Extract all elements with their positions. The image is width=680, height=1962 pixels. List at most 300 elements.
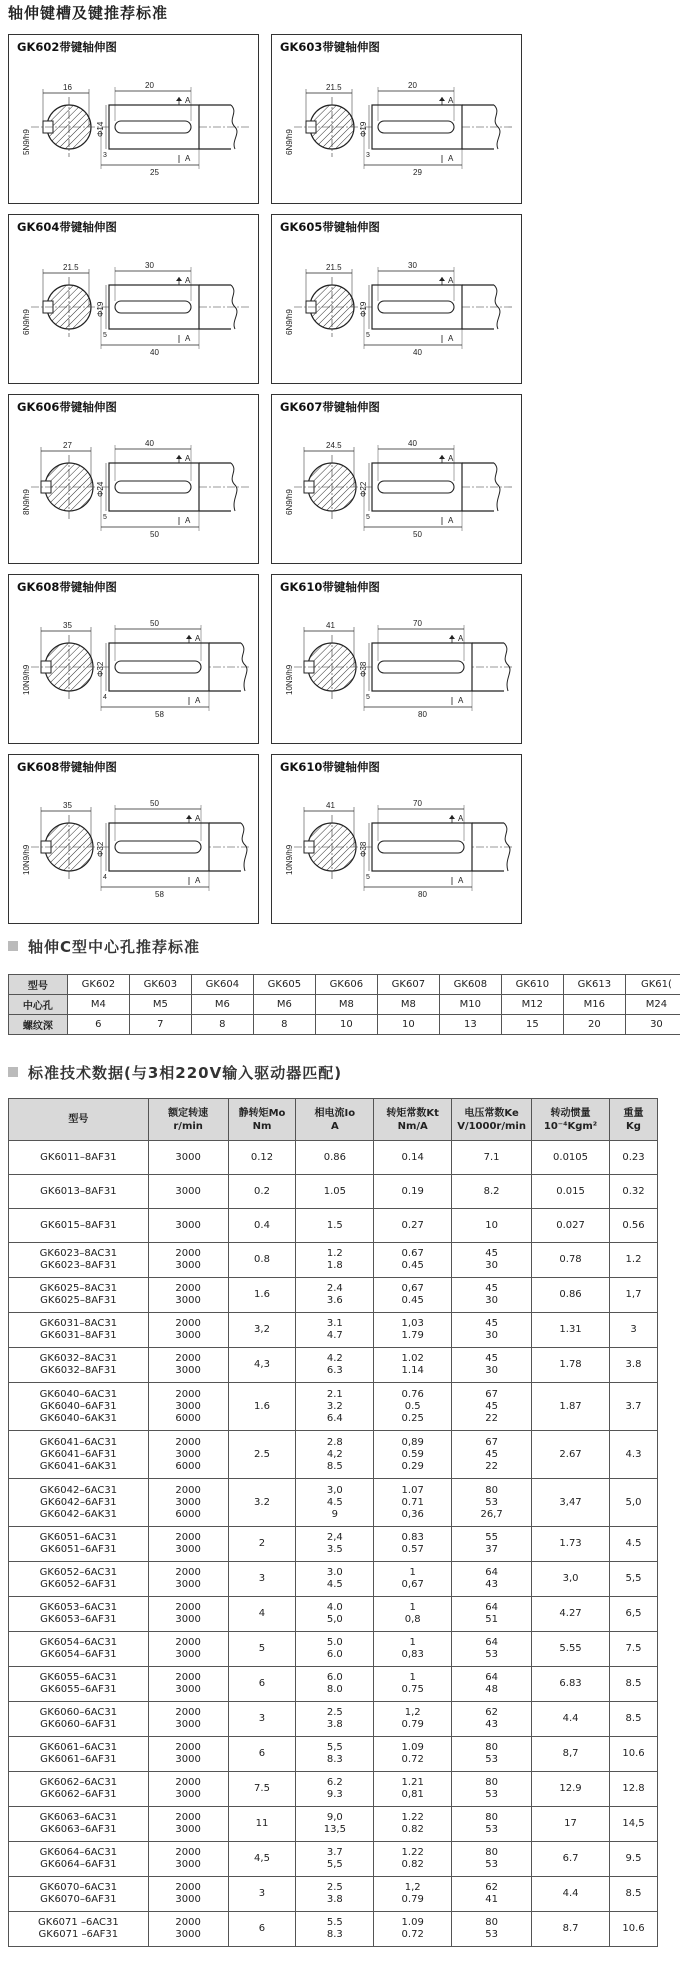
model-cell: GK6042–6AC31 GK6042–6AF31 GK6042–6AK31 xyxy=(9,1479,149,1527)
weight-cell: 9.5 xyxy=(610,1842,658,1877)
section-label: A xyxy=(195,634,201,643)
inertia-cell: 0.0105 xyxy=(532,1141,610,1175)
dimension-label: 40 xyxy=(145,439,154,448)
inertia-cell: 0.78 xyxy=(532,1243,610,1278)
torque-cell: 0.8 xyxy=(228,1243,296,1278)
torque-cell: 1.6 xyxy=(228,1278,296,1313)
keyway-slot xyxy=(378,481,454,493)
inertia-cell: 1.78 xyxy=(532,1348,610,1383)
weight-cell: 7.5 xyxy=(610,1632,658,1667)
current-cell: 2.4 3.6 xyxy=(296,1278,374,1313)
diameter-label: Φ19 xyxy=(359,301,368,317)
dimension-label: 30 xyxy=(145,261,154,270)
card-title: GK606带键轴伸图 xyxy=(17,400,117,414)
weight-cell: 0.23 xyxy=(610,1141,658,1175)
dimension-label: 21.5 xyxy=(63,263,79,272)
column-header: 重量 Kg xyxy=(610,1099,658,1141)
shaft-drawing-card xyxy=(271,754,522,924)
table-row xyxy=(9,1431,658,1479)
column-header: 电压常数Ke V/1000r/min xyxy=(452,1099,532,1141)
inertia-cell: 4.27 xyxy=(532,1597,610,1632)
card-title: GK610带键轴伸图 xyxy=(280,760,380,774)
shaft-drawing-card xyxy=(8,574,259,744)
model-cell: GK6061–6AC31 GK6061–6AF31 xyxy=(9,1737,149,1772)
spec-table xyxy=(8,1098,658,1947)
dimension-label: 4 xyxy=(103,694,107,701)
current-cell: 1.5 xyxy=(296,1209,374,1243)
torque-constant-cell: 1 0.75 xyxy=(374,1667,452,1702)
weight-cell: 14,5 xyxy=(610,1807,658,1842)
weight-cell: 5,5 xyxy=(610,1562,658,1597)
column-header: 静转矩Mo Nm xyxy=(228,1099,296,1141)
model-cell: GK6025–8AC31 GK6025–8AF31 xyxy=(9,1278,149,1313)
table-cell: GK607 xyxy=(377,975,439,995)
model-cell: GK6064–6AC31 GK6064–6AF31 xyxy=(9,1842,149,1877)
table-row xyxy=(9,1527,658,1562)
table-row xyxy=(9,1015,680,1035)
key-fit-label: 5N9/h9 xyxy=(22,129,31,155)
weight-cell: 4.5 xyxy=(610,1527,658,1562)
torque-cell: 6 xyxy=(228,1912,296,1947)
keyway-slot xyxy=(378,121,454,133)
table-cell: GK610 xyxy=(501,975,563,995)
torque-constant-cell: 1,2 0.79 xyxy=(374,1877,452,1912)
keyway-slot xyxy=(378,841,464,853)
dimension-label: 21.5 xyxy=(326,83,342,92)
dimension-label: 3 xyxy=(103,152,107,159)
model-cell: GK6011–8AF31 xyxy=(9,1141,149,1175)
key-fit-label: 10N9/h9 xyxy=(285,664,294,695)
voltage-constant-cell: 80 53 xyxy=(452,1772,532,1807)
table-row xyxy=(9,1737,658,1772)
table-row xyxy=(9,995,680,1015)
shaft-drawing xyxy=(272,395,523,565)
column-header: 相电流Io A xyxy=(296,1099,374,1141)
table-row xyxy=(9,1562,658,1597)
table-cell: 8 xyxy=(253,1015,315,1035)
table-cell: M6 xyxy=(191,995,253,1015)
table-row xyxy=(9,1141,658,1175)
current-cell: 2.8 4,2 8.5 xyxy=(296,1431,374,1479)
speed-cell: 2000 3000 xyxy=(148,1243,228,1278)
column-header: 型号 xyxy=(9,1099,149,1141)
dimension-label: 40 xyxy=(150,348,159,357)
section-arrow-icon xyxy=(449,635,455,639)
section-label: A xyxy=(185,454,191,463)
current-cell: 5.0 6.0 xyxy=(296,1632,374,1667)
voltage-constant-cell: 45 30 xyxy=(452,1313,532,1348)
current-cell: 1.2 1.8 xyxy=(296,1243,374,1278)
voltage-constant-cell: 64 51 xyxy=(452,1597,532,1632)
shaft-drawing xyxy=(9,215,260,385)
section-label: A xyxy=(458,634,464,643)
current-cell: 6.2 9.3 xyxy=(296,1772,374,1807)
dimension-label: 70 xyxy=(413,799,422,808)
voltage-constant-cell: 80 53 xyxy=(452,1912,532,1947)
inertia-cell: 12.9 xyxy=(532,1772,610,1807)
row-header-cell: 型号 xyxy=(9,975,68,995)
section-arrow-icon xyxy=(439,97,445,101)
speed-cell: 2000 3000 xyxy=(148,1772,228,1807)
speed-cell: 2000 3000 xyxy=(148,1807,228,1842)
model-cell: GK6023–8AC31 GK6023–8AF31 xyxy=(9,1243,149,1278)
dimension-label: 80 xyxy=(418,890,427,899)
table-row xyxy=(9,1479,658,1527)
current-cell: 2.5 3.8 xyxy=(296,1702,374,1737)
torque-cell: 1.6 xyxy=(228,1383,296,1431)
speed-cell: 2000 3000 xyxy=(148,1278,228,1313)
speed-cell: 2000 3000 xyxy=(148,1912,228,1947)
page-title: 轴伸键槽及键推荐标准 xyxy=(8,4,169,22)
voltage-constant-cell: 67 45 22 xyxy=(452,1431,532,1479)
card-title: GK608带键轴伸图 xyxy=(17,580,117,594)
voltage-constant-cell: 64 48 xyxy=(452,1667,532,1702)
section-label: A xyxy=(195,814,201,823)
speed-cell: 2000 3000 xyxy=(148,1313,228,1348)
section-arrow-icon xyxy=(176,97,182,101)
dimension-label: 27 xyxy=(63,441,72,450)
current-cell: 5,5 8.3 xyxy=(296,1737,374,1772)
torque-constant-cell: 0.27 xyxy=(374,1209,452,1243)
speed-cell: 2000 3000 xyxy=(148,1597,228,1632)
key-fit-label: 10N9/h9 xyxy=(285,844,294,875)
shaft-drawing-card xyxy=(8,754,259,924)
speed-cell: 2000 3000 xyxy=(148,1842,228,1877)
speed-cell: 2000 3000 xyxy=(148,1877,228,1912)
table-cell: M4 xyxy=(67,995,129,1015)
speed-cell: 3000 xyxy=(148,1141,228,1175)
section-label: A xyxy=(185,276,191,285)
shaft-drawing xyxy=(272,215,523,385)
table-row xyxy=(9,1807,658,1842)
dimension-label: 50 xyxy=(150,530,159,539)
section-title-text: 标准技术数据(与3相220V输入驱动器匹配) xyxy=(28,1064,343,1082)
table-cell: 7 xyxy=(129,1015,191,1035)
table-cell: M6 xyxy=(253,995,315,1015)
table-row xyxy=(9,1175,658,1209)
table-cell: GK605 xyxy=(253,975,315,995)
shaft-drawing-card xyxy=(8,214,259,384)
table-row xyxy=(9,1313,658,1348)
model-cell: GK6053–6AC31 GK6053–6AF31 xyxy=(9,1597,149,1632)
torque-cell: 2.5 xyxy=(228,1431,296,1479)
voltage-constant-cell: 80 53 xyxy=(452,1842,532,1877)
torque-constant-cell: 1.09 0.72 xyxy=(374,1737,452,1772)
keyway-slot xyxy=(115,481,191,493)
dimension-label: 40 xyxy=(408,439,417,448)
current-cell: 2.5 3.8 xyxy=(296,1877,374,1912)
dimension-label: 5 xyxy=(366,514,370,521)
speed-cell: 2000 3000 xyxy=(148,1348,228,1383)
dimension-label: 80 xyxy=(418,710,427,719)
torque-constant-cell: 0,89 0.59 0.29 xyxy=(374,1431,452,1479)
table-cell: 20 xyxy=(563,1015,625,1035)
diameter-label: Φ38 xyxy=(359,841,368,857)
shaft-drawing-card xyxy=(8,394,259,564)
dimension-label: 50 xyxy=(150,619,159,628)
torque-constant-cell: 1 0,83 xyxy=(374,1632,452,1667)
diameter-label: Φ32 xyxy=(96,661,105,677)
model-cell: GK6041–6AC31 GK6041–6AF31 GK6041–6AK31 xyxy=(9,1431,149,1479)
current-cell: 6.0 8.0 xyxy=(296,1667,374,1702)
dimension-label: 5 xyxy=(103,332,107,339)
torque-cell: 7.5 xyxy=(228,1772,296,1807)
voltage-constant-cell: 10 xyxy=(452,1209,532,1243)
shaft-drawing xyxy=(9,575,260,745)
dimension-label: 50 xyxy=(150,799,159,808)
weight-cell: 0.56 xyxy=(610,1209,658,1243)
card-title: GK608带键轴伸图 xyxy=(17,760,117,774)
torque-constant-cell: 1,03 1.79 xyxy=(374,1313,452,1348)
section-label: A xyxy=(195,876,201,885)
table-row xyxy=(9,1632,658,1667)
section-label: A xyxy=(185,154,191,163)
section-arrow-icon xyxy=(439,455,445,459)
model-cell: GK6015–8AF31 xyxy=(9,1209,149,1243)
weight-cell: 3.7 xyxy=(610,1383,658,1431)
dimension-label: 20 xyxy=(145,81,154,90)
card-title: GK603带键轴伸图 xyxy=(280,40,380,54)
dimension-label: 70 xyxy=(413,619,422,628)
table-cell: 6 xyxy=(67,1015,129,1035)
torque-cell: 2 xyxy=(228,1527,296,1562)
torque-cell: 3,2 xyxy=(228,1313,296,1348)
torque-cell: 0.12 xyxy=(228,1141,296,1175)
section-label: A xyxy=(448,334,454,343)
torque-constant-cell: 0.14 xyxy=(374,1141,452,1175)
section-arrow-icon xyxy=(186,815,192,819)
inertia-cell: 3,0 xyxy=(532,1562,610,1597)
weight-cell: 6,5 xyxy=(610,1597,658,1632)
table-row xyxy=(9,1278,658,1313)
voltage-constant-cell: 45 30 xyxy=(452,1243,532,1278)
speed-cell: 2000 3000 xyxy=(148,1632,228,1667)
dimension-label: 41 xyxy=(326,621,335,630)
diameter-label: Φ22 xyxy=(359,481,368,497)
weight-cell: 8.5 xyxy=(610,1877,658,1912)
table-cell: 8 xyxy=(191,1015,253,1035)
keyway-slot xyxy=(115,121,191,133)
model-cell: GK6071 –6AC31 GK6071 –6AF31 xyxy=(9,1912,149,1947)
weight-cell: 5,0 xyxy=(610,1479,658,1527)
keyway-slot xyxy=(115,661,201,673)
center-hole-table xyxy=(8,974,680,1035)
inertia-cell: 8.7 xyxy=(532,1912,610,1947)
card-title: GK607带键轴伸图 xyxy=(280,400,380,414)
inertia-cell: 5.55 xyxy=(532,1632,610,1667)
section-label: A xyxy=(185,516,191,525)
model-cell: GK6062–6AC31 GK6062–6AF31 xyxy=(9,1772,149,1807)
inertia-cell: 8,7 xyxy=(532,1737,610,1772)
speed-cell: 2000 3000 6000 xyxy=(148,1431,228,1479)
table-cell: GK604 xyxy=(191,975,253,995)
shaft-drawing-card xyxy=(271,394,522,564)
voltage-constant-cell: 62 41 xyxy=(452,1877,532,1912)
section-arrow-icon xyxy=(439,277,445,281)
inertia-cell: 6.83 xyxy=(532,1667,610,1702)
section-arrow-icon xyxy=(449,815,455,819)
dimension-label: 16 xyxy=(63,83,72,92)
table-row xyxy=(9,1702,658,1737)
model-cell: GK6070–6AC31 GK6070–6AF31 xyxy=(9,1877,149,1912)
shaft-drawing-card xyxy=(8,34,259,204)
diameter-label: Φ24 xyxy=(96,481,105,497)
inertia-cell: 4.4 xyxy=(532,1702,610,1737)
dimension-label: 3 xyxy=(366,152,370,159)
card-title: GK604带键轴伸图 xyxy=(17,220,117,234)
torque-constant-cell: 1.07 0.71 0,36 xyxy=(374,1479,452,1527)
section-label: A xyxy=(195,696,201,705)
section-label: A xyxy=(448,454,454,463)
column-header: 额定转速 r/min xyxy=(148,1099,228,1141)
dimension-label: 20 xyxy=(408,81,417,90)
dimension-label: 5 xyxy=(366,694,370,701)
model-cell: GK6054–6AC31 GK6054–6AF31 xyxy=(9,1632,149,1667)
table-cell: M12 xyxy=(501,995,563,1015)
current-cell: 3.1 4.7 xyxy=(296,1313,374,1348)
torque-cell: 3 xyxy=(228,1702,296,1737)
table-cell: 10 xyxy=(377,1015,439,1035)
section-label: A xyxy=(448,276,454,285)
key-fit-label: 6N9/h9 xyxy=(285,129,294,155)
table-cell: GK613 xyxy=(563,975,625,995)
table-cell: M10 xyxy=(439,995,501,1015)
torque-constant-cell: 0.67 0.45 xyxy=(374,1243,452,1278)
section-label: A xyxy=(185,96,191,105)
voltage-constant-cell: 64 53 xyxy=(452,1632,532,1667)
torque-constant-cell: 0.83 0.57 xyxy=(374,1527,452,1562)
current-cell: 4.2 6.3 xyxy=(296,1348,374,1383)
table-cell: M24 xyxy=(625,995,680,1015)
table-cell: M8 xyxy=(315,995,377,1015)
keyway-slot xyxy=(115,301,191,313)
section-arrow-icon xyxy=(186,635,192,639)
keyway-slot xyxy=(378,301,454,313)
dimension-label: 35 xyxy=(63,801,72,810)
section-bullet-icon xyxy=(8,941,18,951)
table-cell: GK603 xyxy=(129,975,191,995)
torque-cell: 4,3 xyxy=(228,1348,296,1383)
shaft-drawing xyxy=(272,35,523,205)
dimension-label: 58 xyxy=(155,710,164,719)
table-row xyxy=(9,1667,658,1702)
torque-constant-cell: 1.09 0.72 xyxy=(374,1912,452,1947)
key-fit-label: 8N9/h9 xyxy=(22,489,31,515)
column-header: 转矩常数Kt Nm/A xyxy=(374,1099,452,1141)
section-label: A xyxy=(448,96,454,105)
torque-cell: 3 xyxy=(228,1877,296,1912)
voltage-constant-cell: 64 43 xyxy=(452,1562,532,1597)
voltage-constant-cell: 80 53 xyxy=(452,1807,532,1842)
table-row xyxy=(9,1209,658,1243)
table-cell: M5 xyxy=(129,995,191,1015)
inertia-cell: 6.7 xyxy=(532,1842,610,1877)
voltage-constant-cell: 8.2 xyxy=(452,1175,532,1209)
model-cell: GK6052–6AC31 GK6052–6AF31 xyxy=(9,1562,149,1597)
torque-cell: 3.2 xyxy=(228,1479,296,1527)
dimension-label: 25 xyxy=(150,168,159,177)
torque-cell: 6 xyxy=(228,1737,296,1772)
inertia-cell: 0.027 xyxy=(532,1209,610,1243)
table-cell: M16 xyxy=(563,995,625,1015)
dimension-label: 29 xyxy=(413,168,422,177)
voltage-constant-cell: 62 43 xyxy=(452,1702,532,1737)
weight-cell: 8.5 xyxy=(610,1702,658,1737)
weight-cell: 8.5 xyxy=(610,1667,658,1702)
shaft-drawing xyxy=(272,575,523,745)
row-header-cell: 螺纹深 xyxy=(9,1015,68,1035)
section-label: A xyxy=(458,876,464,885)
section-center-hole-title xyxy=(8,936,200,957)
table-cell: GK602 xyxy=(67,975,129,995)
current-cell: 9,0 13,5 xyxy=(296,1807,374,1842)
speed-cell: 3000 xyxy=(148,1175,228,1209)
current-cell: 3,0 4.5 9 xyxy=(296,1479,374,1527)
model-cell: GK6063–6AC31 GK6063–6AF31 xyxy=(9,1807,149,1842)
voltage-constant-cell: 45 30 xyxy=(452,1278,532,1313)
model-cell: GK6051–6AC31 GK6051–6AF31 xyxy=(9,1527,149,1562)
inertia-cell: 1.73 xyxy=(532,1527,610,1562)
weight-cell: 3.8 xyxy=(610,1348,658,1383)
inertia-cell: 0.86 xyxy=(532,1278,610,1313)
table-row xyxy=(9,1912,658,1947)
diameter-label: Φ19 xyxy=(96,301,105,317)
torque-constant-cell: 1 0,67 xyxy=(374,1562,452,1597)
torque-constant-cell: 1.21 0,81 xyxy=(374,1772,452,1807)
model-cell: GK6055–6AC31 GK6055–6AF31 xyxy=(9,1667,149,1702)
section-label: A xyxy=(458,814,464,823)
current-cell: 3.7 5,5 xyxy=(296,1842,374,1877)
diameter-label: Φ32 xyxy=(96,841,105,857)
torque-constant-cell: 0.19 xyxy=(374,1175,452,1209)
shaft-drawing-card xyxy=(271,574,522,744)
inertia-cell: 17 xyxy=(532,1807,610,1842)
section-arrow-icon xyxy=(176,277,182,281)
dimension-label: 5 xyxy=(103,514,107,521)
weight-cell: 1,7 xyxy=(610,1278,658,1313)
section-title-text: 轴伸C型中心孔推荐标准 xyxy=(28,938,201,956)
current-cell: 3.0 4.5 xyxy=(296,1562,374,1597)
table-cell: GK606 xyxy=(315,975,377,995)
torque-cell: 0.4 xyxy=(228,1209,296,1243)
table-cell: M8 xyxy=(377,995,439,1015)
torque-constant-cell: 0,67 0.45 xyxy=(374,1278,452,1313)
diameter-label: Φ38 xyxy=(359,661,368,677)
current-cell: 5.5 8.3 xyxy=(296,1912,374,1947)
weight-cell: 4.3 xyxy=(610,1431,658,1479)
torque-cell: 0.2 xyxy=(228,1175,296,1209)
diameter-label: Φ14 xyxy=(96,121,105,137)
key-fit-label: 10N9/h9 xyxy=(22,664,31,695)
table-cell: 15 xyxy=(501,1015,563,1035)
dimension-label: 35 xyxy=(63,621,72,630)
dimension-label: 58 xyxy=(155,890,164,899)
section-label: A xyxy=(448,154,454,163)
shaft-drawing xyxy=(9,395,260,565)
column-header: 转动惯量 10⁻⁴Kgm² xyxy=(532,1099,610,1141)
dimension-label: 24.5 xyxy=(326,441,342,450)
key-fit-label: 6N9/h9 xyxy=(285,489,294,515)
speed-cell: 3000 xyxy=(148,1209,228,1243)
speed-cell: 2000 3000 6000 xyxy=(148,1479,228,1527)
shaft-drawing-card xyxy=(271,214,522,384)
weight-cell: 0.32 xyxy=(610,1175,658,1209)
card-title: GK605带键轴伸图 xyxy=(280,220,380,234)
inertia-cell: 1.87 xyxy=(532,1383,610,1431)
current-cell: 2.1 3.2 6.4 xyxy=(296,1383,374,1431)
torque-cell: 4 xyxy=(228,1597,296,1632)
speed-cell: 2000 3000 xyxy=(148,1737,228,1772)
